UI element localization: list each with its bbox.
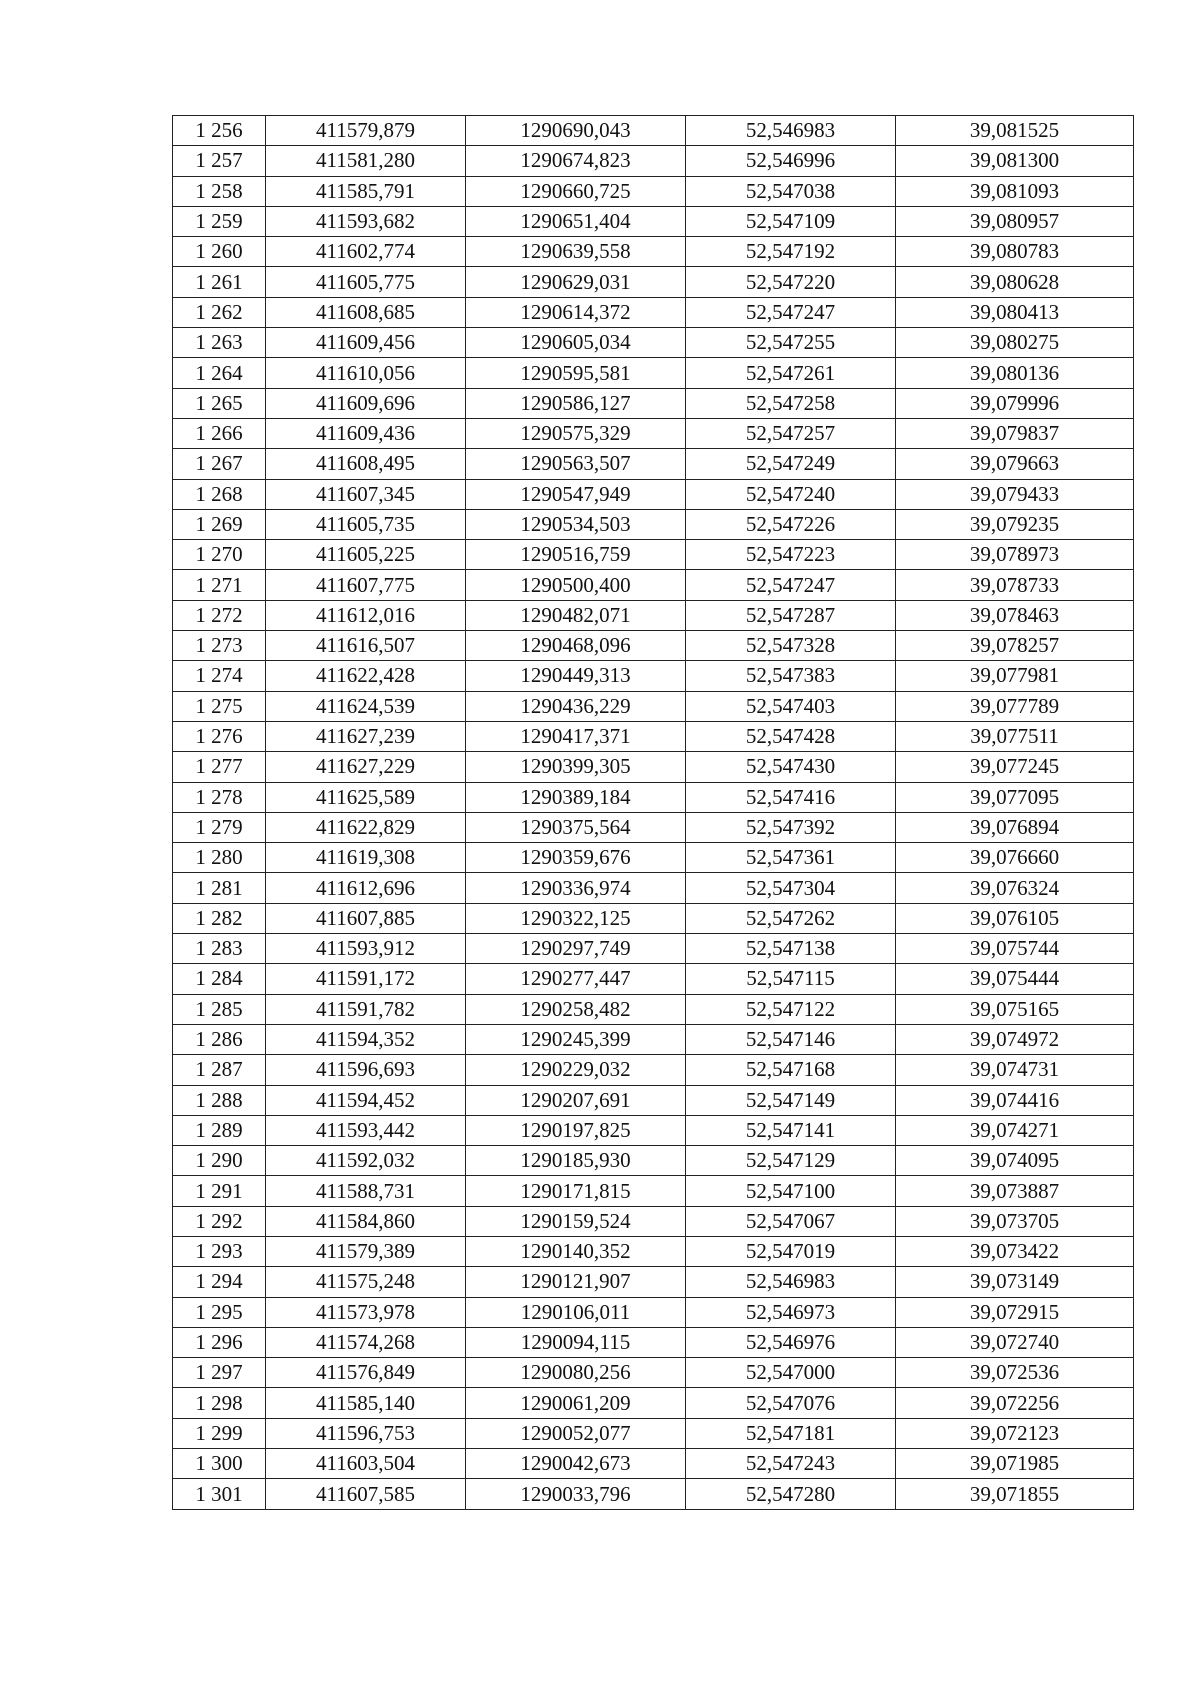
y-coordinate-cell: 1290639,558 — [466, 237, 686, 267]
point-number-cell: 1 262 — [173, 297, 266, 327]
longitude-cell: 39,078463 — [896, 600, 1134, 630]
table-row — [173, 691, 1134, 721]
point-number-cell: 1 258 — [173, 176, 266, 206]
longitude-cell: 39,075444 — [896, 964, 1134, 994]
x-coordinate-cell: 411603,504 — [266, 1449, 466, 1479]
table-row — [173, 873, 1134, 903]
point-number-cell: 1 257 — [173, 146, 266, 176]
latitude-cell: 52,547192 — [686, 237, 896, 267]
longitude-cell: 39,077511 — [896, 721, 1134, 751]
point-number-cell: 1 299 — [173, 1418, 266, 1448]
y-coordinate-cell: 1290651,404 — [466, 206, 686, 236]
point-number-cell: 1 261 — [173, 267, 266, 297]
longitude-cell: 39,077095 — [896, 782, 1134, 812]
x-coordinate-cell: 411593,682 — [266, 206, 466, 236]
point-number-cell: 1 276 — [173, 721, 266, 751]
point-number-cell: 1 286 — [173, 1024, 266, 1054]
point-number-cell: 1 268 — [173, 479, 266, 509]
table-row — [173, 509, 1134, 539]
point-number-cell: 1 301 — [173, 1479, 266, 1509]
latitude-cell: 52,547076 — [686, 1388, 896, 1418]
latitude-cell: 52,547304 — [686, 873, 896, 903]
y-coordinate-cell: 1290399,305 — [466, 752, 686, 782]
x-coordinate-cell: 411609,696 — [266, 388, 466, 418]
x-coordinate-cell: 411573,978 — [266, 1297, 466, 1327]
x-coordinate-cell: 411596,753 — [266, 1418, 466, 1448]
x-coordinate-cell: 411608,495 — [266, 449, 466, 479]
latitude-cell: 52,547109 — [686, 206, 896, 236]
x-coordinate-cell: 411607,885 — [266, 903, 466, 933]
y-coordinate-cell: 1290121,907 — [466, 1267, 686, 1297]
latitude-cell: 52,547243 — [686, 1449, 896, 1479]
latitude-cell: 52,547149 — [686, 1085, 896, 1115]
longitude-cell: 39,073422 — [896, 1236, 1134, 1266]
longitude-cell: 39,073705 — [896, 1206, 1134, 1236]
table-row — [173, 388, 1134, 418]
x-coordinate-cell: 411591,782 — [266, 994, 466, 1024]
latitude-cell: 52,547255 — [686, 328, 896, 358]
point-number-cell: 1 260 — [173, 237, 266, 267]
table-row — [173, 237, 1134, 267]
latitude-cell: 52,547361 — [686, 843, 896, 873]
longitude-cell: 39,076660 — [896, 843, 1134, 873]
point-number-cell: 1 292 — [173, 1206, 266, 1236]
x-coordinate-cell: 411605,735 — [266, 509, 466, 539]
point-number-cell: 1 289 — [173, 1115, 266, 1145]
longitude-cell: 39,081525 — [896, 116, 1134, 146]
table-row — [173, 752, 1134, 782]
table-row — [173, 964, 1134, 994]
longitude-cell: 39,074271 — [896, 1115, 1134, 1145]
table-row — [173, 418, 1134, 448]
y-coordinate-cell: 1290094,115 — [466, 1327, 686, 1357]
longitude-cell: 39,076105 — [896, 903, 1134, 933]
table-row — [173, 661, 1134, 691]
x-coordinate-cell: 411585,791 — [266, 176, 466, 206]
table-row — [173, 1236, 1134, 1266]
x-coordinate-cell: 411579,879 — [266, 116, 466, 146]
longitude-cell: 39,077981 — [896, 661, 1134, 691]
y-coordinate-cell: 1290436,229 — [466, 691, 686, 721]
latitude-cell: 52,547416 — [686, 782, 896, 812]
table-row — [173, 1358, 1134, 1388]
point-number-cell: 1 284 — [173, 964, 266, 994]
longitude-cell: 39,078973 — [896, 540, 1134, 570]
y-coordinate-cell: 1290516,759 — [466, 540, 686, 570]
latitude-cell: 52,547129 — [686, 1146, 896, 1176]
x-coordinate-cell: 411627,239 — [266, 721, 466, 751]
x-coordinate-cell: 411575,248 — [266, 1267, 466, 1297]
x-coordinate-cell: 411584,860 — [266, 1206, 466, 1236]
x-coordinate-cell: 411585,140 — [266, 1388, 466, 1418]
latitude-cell: 52,547067 — [686, 1206, 896, 1236]
latitude-cell: 52,547181 — [686, 1418, 896, 1448]
y-coordinate-cell: 1290449,313 — [466, 661, 686, 691]
point-number-cell: 1 291 — [173, 1176, 266, 1206]
point-number-cell: 1 256 — [173, 116, 266, 146]
x-coordinate-cell: 411625,589 — [266, 782, 466, 812]
longitude-cell: 39,075744 — [896, 934, 1134, 964]
y-coordinate-cell: 1290674,823 — [466, 146, 686, 176]
y-coordinate-cell: 1290322,125 — [466, 903, 686, 933]
point-number-cell: 1 277 — [173, 752, 266, 782]
latitude-cell: 52,547261 — [686, 358, 896, 388]
x-coordinate-cell: 411616,507 — [266, 631, 466, 661]
x-coordinate-cell: 411608,685 — [266, 297, 466, 327]
x-coordinate-cell: 411581,280 — [266, 146, 466, 176]
longitude-cell: 39,080275 — [896, 328, 1134, 358]
point-number-cell: 1 275 — [173, 691, 266, 721]
longitude-cell: 39,079837 — [896, 418, 1134, 448]
longitude-cell: 39,079235 — [896, 509, 1134, 539]
longitude-cell: 39,079663 — [896, 449, 1134, 479]
table-row — [173, 994, 1134, 1024]
x-coordinate-cell: 411622,428 — [266, 661, 466, 691]
y-coordinate-cell: 1290171,815 — [466, 1176, 686, 1206]
longitude-cell: 39,080136 — [896, 358, 1134, 388]
longitude-cell: 39,074095 — [896, 1146, 1134, 1176]
latitude-cell: 52,547115 — [686, 964, 896, 994]
latitude-cell: 52,547280 — [686, 1479, 896, 1509]
point-number-cell: 1 298 — [173, 1388, 266, 1418]
longitude-cell: 39,081300 — [896, 146, 1134, 176]
latitude-cell: 52,547100 — [686, 1176, 896, 1206]
latitude-cell: 52,546973 — [686, 1297, 896, 1327]
x-coordinate-cell: 411622,829 — [266, 812, 466, 842]
longitude-cell: 39,071855 — [896, 1479, 1134, 1509]
y-coordinate-cell: 1290245,399 — [466, 1024, 686, 1054]
y-coordinate-cell: 1290106,011 — [466, 1297, 686, 1327]
table-row — [173, 1115, 1134, 1145]
point-number-cell: 1 270 — [173, 540, 266, 570]
y-coordinate-cell: 1290185,930 — [466, 1146, 686, 1176]
y-coordinate-cell: 1290690,043 — [466, 116, 686, 146]
y-coordinate-cell: 1290033,796 — [466, 1479, 686, 1509]
table-row — [173, 903, 1134, 933]
table-row — [173, 600, 1134, 630]
x-coordinate-cell: 411607,345 — [266, 479, 466, 509]
latitude-cell: 52,547430 — [686, 752, 896, 782]
y-coordinate-cell: 1290500,400 — [466, 570, 686, 600]
table-row — [173, 479, 1134, 509]
latitude-cell: 52,547257 — [686, 418, 896, 448]
table-row — [173, 843, 1134, 873]
y-coordinate-cell: 1290547,949 — [466, 479, 686, 509]
y-coordinate-cell: 1290563,507 — [466, 449, 686, 479]
table-row — [173, 328, 1134, 358]
y-coordinate-cell: 1290595,581 — [466, 358, 686, 388]
longitude-cell: 39,074972 — [896, 1024, 1134, 1054]
point-number-cell: 1 280 — [173, 843, 266, 873]
x-coordinate-cell: 411624,539 — [266, 691, 466, 721]
y-coordinate-cell: 1290080,256 — [466, 1358, 686, 1388]
latitude-cell: 52,547000 — [686, 1358, 896, 1388]
table-row — [173, 1176, 1134, 1206]
y-coordinate-cell: 1290336,974 — [466, 873, 686, 903]
longitude-cell: 39,080957 — [896, 206, 1134, 236]
longitude-cell: 39,072123 — [896, 1418, 1134, 1448]
latitude-cell: 52,547138 — [686, 934, 896, 964]
y-coordinate-cell: 1290061,209 — [466, 1388, 686, 1418]
table-row — [173, 449, 1134, 479]
point-number-cell: 1 297 — [173, 1358, 266, 1388]
table-row — [173, 1297, 1134, 1327]
table-row — [173, 267, 1134, 297]
table-row — [173, 206, 1134, 236]
point-number-cell: 1 296 — [173, 1327, 266, 1357]
table-row — [173, 1055, 1134, 1085]
table-row — [173, 540, 1134, 570]
table-row — [173, 631, 1134, 661]
x-coordinate-cell: 411612,696 — [266, 873, 466, 903]
y-coordinate-cell: 1290629,031 — [466, 267, 686, 297]
point-number-cell: 1 293 — [173, 1236, 266, 1266]
x-coordinate-cell: 411607,775 — [266, 570, 466, 600]
point-number-cell: 1 300 — [173, 1449, 266, 1479]
latitude-cell: 52,547019 — [686, 1236, 896, 1266]
longitude-cell: 39,072536 — [896, 1358, 1134, 1388]
table-row — [173, 358, 1134, 388]
y-coordinate-cell: 1290277,447 — [466, 964, 686, 994]
latitude-cell: 52,547168 — [686, 1055, 896, 1085]
latitude-cell: 52,547247 — [686, 297, 896, 327]
longitude-cell: 39,080783 — [896, 237, 1134, 267]
latitude-cell: 52,547383 — [686, 661, 896, 691]
y-coordinate-cell: 1290140,352 — [466, 1236, 686, 1266]
table-row — [173, 297, 1134, 327]
y-coordinate-cell: 1290297,749 — [466, 934, 686, 964]
y-coordinate-cell: 1290417,371 — [466, 721, 686, 751]
x-coordinate-cell: 411574,268 — [266, 1327, 466, 1357]
latitude-cell: 52,546976 — [686, 1327, 896, 1357]
latitude-cell: 52,547038 — [686, 176, 896, 206]
table-row — [173, 1418, 1134, 1448]
longitude-cell: 39,072915 — [896, 1297, 1134, 1327]
latitude-cell: 52,547258 — [686, 388, 896, 418]
table-row — [173, 176, 1134, 206]
longitude-cell: 39,074731 — [896, 1055, 1134, 1085]
latitude-cell: 52,546983 — [686, 1267, 896, 1297]
y-coordinate-cell: 1290042,673 — [466, 1449, 686, 1479]
table-row — [173, 570, 1134, 600]
y-coordinate-cell: 1290159,524 — [466, 1206, 686, 1236]
y-coordinate-cell: 1290586,127 — [466, 388, 686, 418]
x-coordinate-cell: 411593,442 — [266, 1115, 466, 1145]
latitude-cell: 52,547392 — [686, 812, 896, 842]
point-number-cell: 1 263 — [173, 328, 266, 358]
x-coordinate-cell: 411576,849 — [266, 1358, 466, 1388]
y-coordinate-cell: 1290229,032 — [466, 1055, 686, 1085]
table-row — [173, 1024, 1134, 1054]
point-number-cell: 1 264 — [173, 358, 266, 388]
latitude-cell: 52,547220 — [686, 267, 896, 297]
longitude-cell: 39,077245 — [896, 752, 1134, 782]
point-number-cell: 1 259 — [173, 206, 266, 236]
y-coordinate-cell: 1290052,077 — [466, 1418, 686, 1448]
x-coordinate-cell: 411602,774 — [266, 237, 466, 267]
x-coordinate-cell: 411609,456 — [266, 328, 466, 358]
longitude-cell: 39,080628 — [896, 267, 1134, 297]
table-row — [173, 1146, 1134, 1176]
x-coordinate-cell: 411588,731 — [266, 1176, 466, 1206]
point-number-cell: 1 295 — [173, 1297, 266, 1327]
table-row — [173, 812, 1134, 842]
x-coordinate-cell: 411607,585 — [266, 1479, 466, 1509]
coordinates-table-body — [173, 116, 1134, 1510]
y-coordinate-cell: 1290468,096 — [466, 631, 686, 661]
longitude-cell: 39,073149 — [896, 1267, 1134, 1297]
point-number-cell: 1 283 — [173, 934, 266, 964]
y-coordinate-cell: 1290605,034 — [466, 328, 686, 358]
point-number-cell: 1 279 — [173, 812, 266, 842]
x-coordinate-cell: 411593,912 — [266, 934, 466, 964]
x-coordinate-cell: 411610,056 — [266, 358, 466, 388]
y-coordinate-cell: 1290389,184 — [466, 782, 686, 812]
latitude-cell: 52,547262 — [686, 903, 896, 933]
longitude-cell: 39,073887 — [896, 1176, 1134, 1206]
point-number-cell: 1 285 — [173, 994, 266, 1024]
longitude-cell: 39,077789 — [896, 691, 1134, 721]
point-number-cell: 1 278 — [173, 782, 266, 812]
y-coordinate-cell: 1290660,725 — [466, 176, 686, 206]
longitude-cell: 39,071985 — [896, 1449, 1134, 1479]
table-row — [173, 1267, 1134, 1297]
x-coordinate-cell: 411591,172 — [266, 964, 466, 994]
latitude-cell: 52,547226 — [686, 509, 896, 539]
y-coordinate-cell: 1290575,329 — [466, 418, 686, 448]
longitude-cell: 39,072256 — [896, 1388, 1134, 1418]
y-coordinate-cell: 1290614,372 — [466, 297, 686, 327]
point-number-cell: 1 287 — [173, 1055, 266, 1085]
x-coordinate-cell: 411605,225 — [266, 540, 466, 570]
point-number-cell: 1 273 — [173, 631, 266, 661]
latitude-cell: 52,547287 — [686, 600, 896, 630]
point-number-cell: 1 274 — [173, 661, 266, 691]
table-row — [173, 116, 1134, 146]
point-number-cell: 1 267 — [173, 449, 266, 479]
latitude-cell: 52,547146 — [686, 1024, 896, 1054]
latitude-cell: 52,547403 — [686, 691, 896, 721]
point-number-cell: 1 294 — [173, 1267, 266, 1297]
latitude-cell: 52,547223 — [686, 540, 896, 570]
latitude-cell: 52,547240 — [686, 479, 896, 509]
y-coordinate-cell: 1290197,825 — [466, 1115, 686, 1145]
x-coordinate-cell: 411612,016 — [266, 600, 466, 630]
longitude-cell: 39,079996 — [896, 388, 1134, 418]
table-row — [173, 1479, 1134, 1509]
x-coordinate-cell: 411609,436 — [266, 418, 466, 448]
table-row — [173, 146, 1134, 176]
x-coordinate-cell: 411579,389 — [266, 1236, 466, 1266]
point-number-cell: 1 269 — [173, 509, 266, 539]
point-number-cell: 1 288 — [173, 1085, 266, 1115]
longitude-cell: 39,076894 — [896, 812, 1134, 842]
table-row — [173, 721, 1134, 751]
longitude-cell: 39,078733 — [896, 570, 1134, 600]
table-row — [173, 1085, 1134, 1115]
point-number-cell: 1 272 — [173, 600, 266, 630]
table-row — [173, 1449, 1134, 1479]
y-coordinate-cell: 1290534,503 — [466, 509, 686, 539]
y-coordinate-cell: 1290375,564 — [466, 812, 686, 842]
latitude-cell: 52,547249 — [686, 449, 896, 479]
longitude-cell: 39,074416 — [896, 1085, 1134, 1115]
point-number-cell: 1 281 — [173, 873, 266, 903]
point-number-cell: 1 271 — [173, 570, 266, 600]
x-coordinate-cell: 411594,352 — [266, 1024, 466, 1054]
longitude-cell: 39,078257 — [896, 631, 1134, 661]
longitude-cell: 39,076324 — [896, 873, 1134, 903]
latitude-cell: 52,547428 — [686, 721, 896, 751]
latitude-cell: 52,546996 — [686, 146, 896, 176]
longitude-cell: 39,079433 — [896, 479, 1134, 509]
latitude-cell: 52,547247 — [686, 570, 896, 600]
x-coordinate-cell: 411592,032 — [266, 1146, 466, 1176]
table-row — [173, 1327, 1134, 1357]
y-coordinate-cell: 1290258,482 — [466, 994, 686, 1024]
coordinates-table — [172, 115, 1134, 1510]
longitude-cell: 39,075165 — [896, 994, 1134, 1024]
table-row — [173, 1388, 1134, 1418]
longitude-cell: 39,081093 — [896, 176, 1134, 206]
latitude-cell: 52,547328 — [686, 631, 896, 661]
latitude-cell: 52,547141 — [686, 1115, 896, 1145]
x-coordinate-cell: 411605,775 — [266, 267, 466, 297]
table-row — [173, 1206, 1134, 1236]
table-row — [173, 934, 1134, 964]
latitude-cell: 52,547122 — [686, 994, 896, 1024]
y-coordinate-cell: 1290359,676 — [466, 843, 686, 873]
point-number-cell: 1 265 — [173, 388, 266, 418]
x-coordinate-cell: 411594,452 — [266, 1085, 466, 1115]
point-number-cell: 1 266 — [173, 418, 266, 448]
point-number-cell: 1 282 — [173, 903, 266, 933]
latitude-cell: 52,546983 — [686, 116, 896, 146]
x-coordinate-cell: 411627,229 — [266, 752, 466, 782]
x-coordinate-cell: 411596,693 — [266, 1055, 466, 1085]
table-row — [173, 782, 1134, 812]
point-number-cell: 1 290 — [173, 1146, 266, 1176]
y-coordinate-cell: 1290207,691 — [466, 1085, 686, 1115]
longitude-cell: 39,080413 — [896, 297, 1134, 327]
longitude-cell: 39,072740 — [896, 1327, 1134, 1357]
x-coordinate-cell: 411619,308 — [266, 843, 466, 873]
y-coordinate-cell: 1290482,071 — [466, 600, 686, 630]
